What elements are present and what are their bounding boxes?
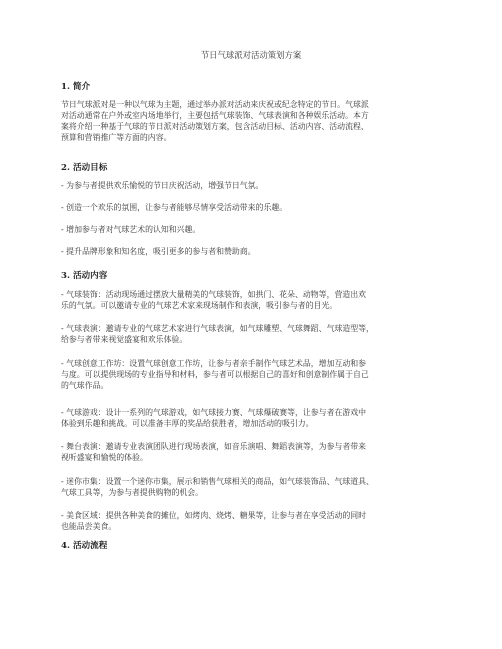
text-line: 体验到乐趣和挑战。可以准备丰厚的奖品给获胜者，增加活动的吸引力。: [61, 419, 314, 428]
text-line: - 气球创意工作坊：设置气球创意工作坊，让参与者亲手制作气球艺术品，增加互动和参: [61, 359, 367, 368]
section-heading-process: 4. 活动流程: [61, 541, 108, 551]
section-heading-goals: 2. 活动目标: [61, 163, 108, 173]
text-line: - 气球游戏：设计一系列的气球游戏，如气球接力赛、气球爆破赛等，让参与者在游戏中: [61, 408, 367, 417]
goal-item: [61, 202, 441, 213]
text-line: 乐的气氛。可以邀请专业的气球艺术家来现场制作和表演，吸引参与者的目光。: [61, 301, 338, 310]
content-item: [61, 407, 441, 429]
text-line: 与度。可以提供现场的专业指导和材料，参与者可以根据自己的喜好和创意制作属于自己: [61, 370, 369, 379]
intro-paragraph: [61, 99, 441, 143]
text-line: 的气球作品。: [61, 381, 109, 390]
text-line: 也能品尝美食。: [61, 522, 117, 531]
text-line: 预算和营销推广等方面的内容。: [61, 133, 172, 142]
content-item: [61, 358, 441, 391]
text-line: - 为参与者提供欢乐愉悦的节日庆祝活动，增强节日气氛。: [61, 181, 264, 190]
section-heading-intro: 1. 简介: [61, 82, 91, 92]
text-line: 视听盛宴和愉悦的体验。: [61, 453, 148, 462]
text-line: - 创造一个欢乐的氛围，让参与者能够尽情享受活动带来的乐趣。: [61, 203, 288, 212]
text-line: 案将介绍一种基于气球的节日派对活动策划方案，包含活动目标、活动内容、活动流程、: [61, 122, 369, 131]
text-line: - 气球表演：邀请专业的气球艺术家进行气球表演，如气球雕塑、气球舞蹈、气球造型等，: [61, 324, 374, 333]
goal-item: [61, 224, 441, 235]
text-line: - 迷你市集：设置一个迷你市集，展示和销售气球相关的商品，如气球装饰品、气球道具、: [61, 477, 374, 486]
content-item: [61, 289, 441, 311]
text-line: - 气球装饰：活动现场通过摆放大量精美的气球装饰，如拱门、花朵、动物等，营造出欢: [61, 290, 367, 299]
text-line: - 美食区域：提供各种美食的摊位，如烤肉、烧烤、糖果等，让参与者在享受活动的同时: [61, 511, 367, 520]
content-item: [61, 441, 441, 463]
content-item: [61, 323, 441, 345]
text-line: 节日气球派对是一种以气球为主题，通过举办派对活动来庆祝或纪念特定的节日。气球派: [61, 100, 369, 109]
content-item: [61, 510, 441, 532]
text-line: 给参与者带来视觉盛宴和欢乐体验。: [61, 335, 188, 344]
text-line: 气球工具等，为参与者提供购物的机会。: [61, 488, 204, 497]
goal-item: [61, 180, 441, 191]
text-line: - 增加参与者对气球艺术的认知和兴趣。: [61, 225, 201, 234]
text-line: - 舞台表演：邀请专业表演团队进行现场表演，如音乐演唱、舞蹈表演等，为参与者带来: [61, 442, 367, 451]
goal-item: [61, 246, 441, 257]
document-title: 节日气球派对活动策划方案: [200, 50, 302, 60]
section-heading-content: 3. 活动内容: [61, 271, 108, 281]
text-line: - 提升品牌形象和知名度，吸引更多的参与者和赞助商。: [61, 247, 256, 256]
text-line: 对活动通常在户外或室内场地举行，主要包括气球装饰、气球表演和各种娱乐活动。本方: [61, 111, 369, 120]
content-item: [61, 476, 441, 498]
